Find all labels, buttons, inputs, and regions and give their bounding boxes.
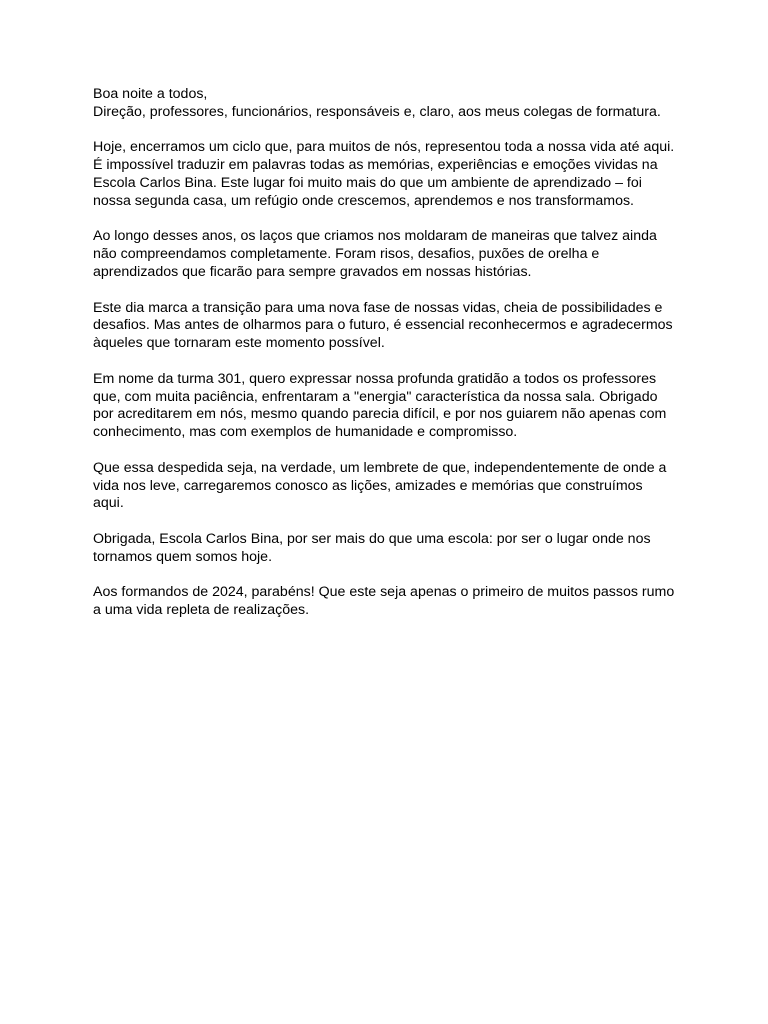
text-line: vida nos leve, carregaremos conosco as lições, amizades e memórias que construímos (93, 477, 643, 494)
text-line: Hoje, encerramos um ciclo que, para muitos de nós, representou toda a nossa vida até aqui. (93, 139, 675, 156)
text-line: É impossível traduzir em palavras todas as memórias, experiências e emoções vividas na (93, 157, 658, 174)
paragraph-transition (93, 300, 693, 353)
text-line: conhecimento, mas com exemplos de humanidade e compromisso. (93, 424, 518, 441)
text-line: Obrigada, Escola Carlos Bina, por ser mais do que uma escola: por ser o lugar onde nos (93, 530, 651, 547)
text-line: aprendizados que ficarão para sempre gravados em nossas histórias. (93, 263, 532, 280)
text-line: Ao longo desses anos, os laços que criamos nos moldaram de maneiras que talvez ainda (93, 228, 657, 245)
text-line: Direção, professores, funcionários, responsáveis e, claro, aos meus colegas de formatura. (93, 103, 661, 120)
text-line: aqui. (93, 495, 124, 512)
paragraph-thanks-school (93, 531, 693, 567)
paragraph-greeting (93, 86, 693, 122)
text-line: àqueles que tornaram este momento possível. (93, 335, 385, 352)
paragraph-gratitude (93, 371, 693, 442)
text-line: por acreditarem em nós, mesmo quando parecia difícil, e por nos guiarem não apenas com (93, 406, 667, 423)
text-line: que, com muita paciência, enfrentaram a "energia" característica da nossa sala. Obrigado (93, 388, 658, 405)
text-line: não compreendamos completamente. Foram risos, desafios, puxões de orelha e (93, 246, 600, 263)
document-body (93, 86, 693, 638)
text-line: Escola Carlos Bina. Este lugar foi muito mais do que um ambiente de aprendizado – foi (93, 174, 642, 191)
text-line: Aos formandos de 2024, parabéns! Que este seja apenas o primeiro de muitos passos rumo (93, 584, 675, 601)
paragraph-closing (93, 584, 693, 620)
paragraph-bonds (93, 228, 693, 281)
paragraph-farewell (93, 460, 693, 513)
text-line: Este dia marca a transição para uma nova fase de nossas vidas, cheia de possibilidades e (93, 299, 663, 316)
text-line: desafios. Mas antes de olharmos para o futuro, é essencial reconhecermos e agradecermos (93, 317, 673, 334)
text-line: Boa noite a todos, (93, 86, 208, 102)
text-line: tornamos quem somos hoje. (93, 548, 273, 565)
text-line: nossa segunda casa, um refúgio onde crescemos, aprendemos e nos transformamos. (93, 192, 634, 209)
text-line: Que essa despedida seja, na verdade, um lembrete de que, independentemente de onde a (93, 459, 667, 476)
text-line: a uma vida repleta de realizações. (93, 602, 310, 619)
text-line: Em nome da turma 301, quero expressar nossa profunda gratidão a todos os professores (93, 370, 657, 387)
paragraph-intro (93, 139, 693, 210)
